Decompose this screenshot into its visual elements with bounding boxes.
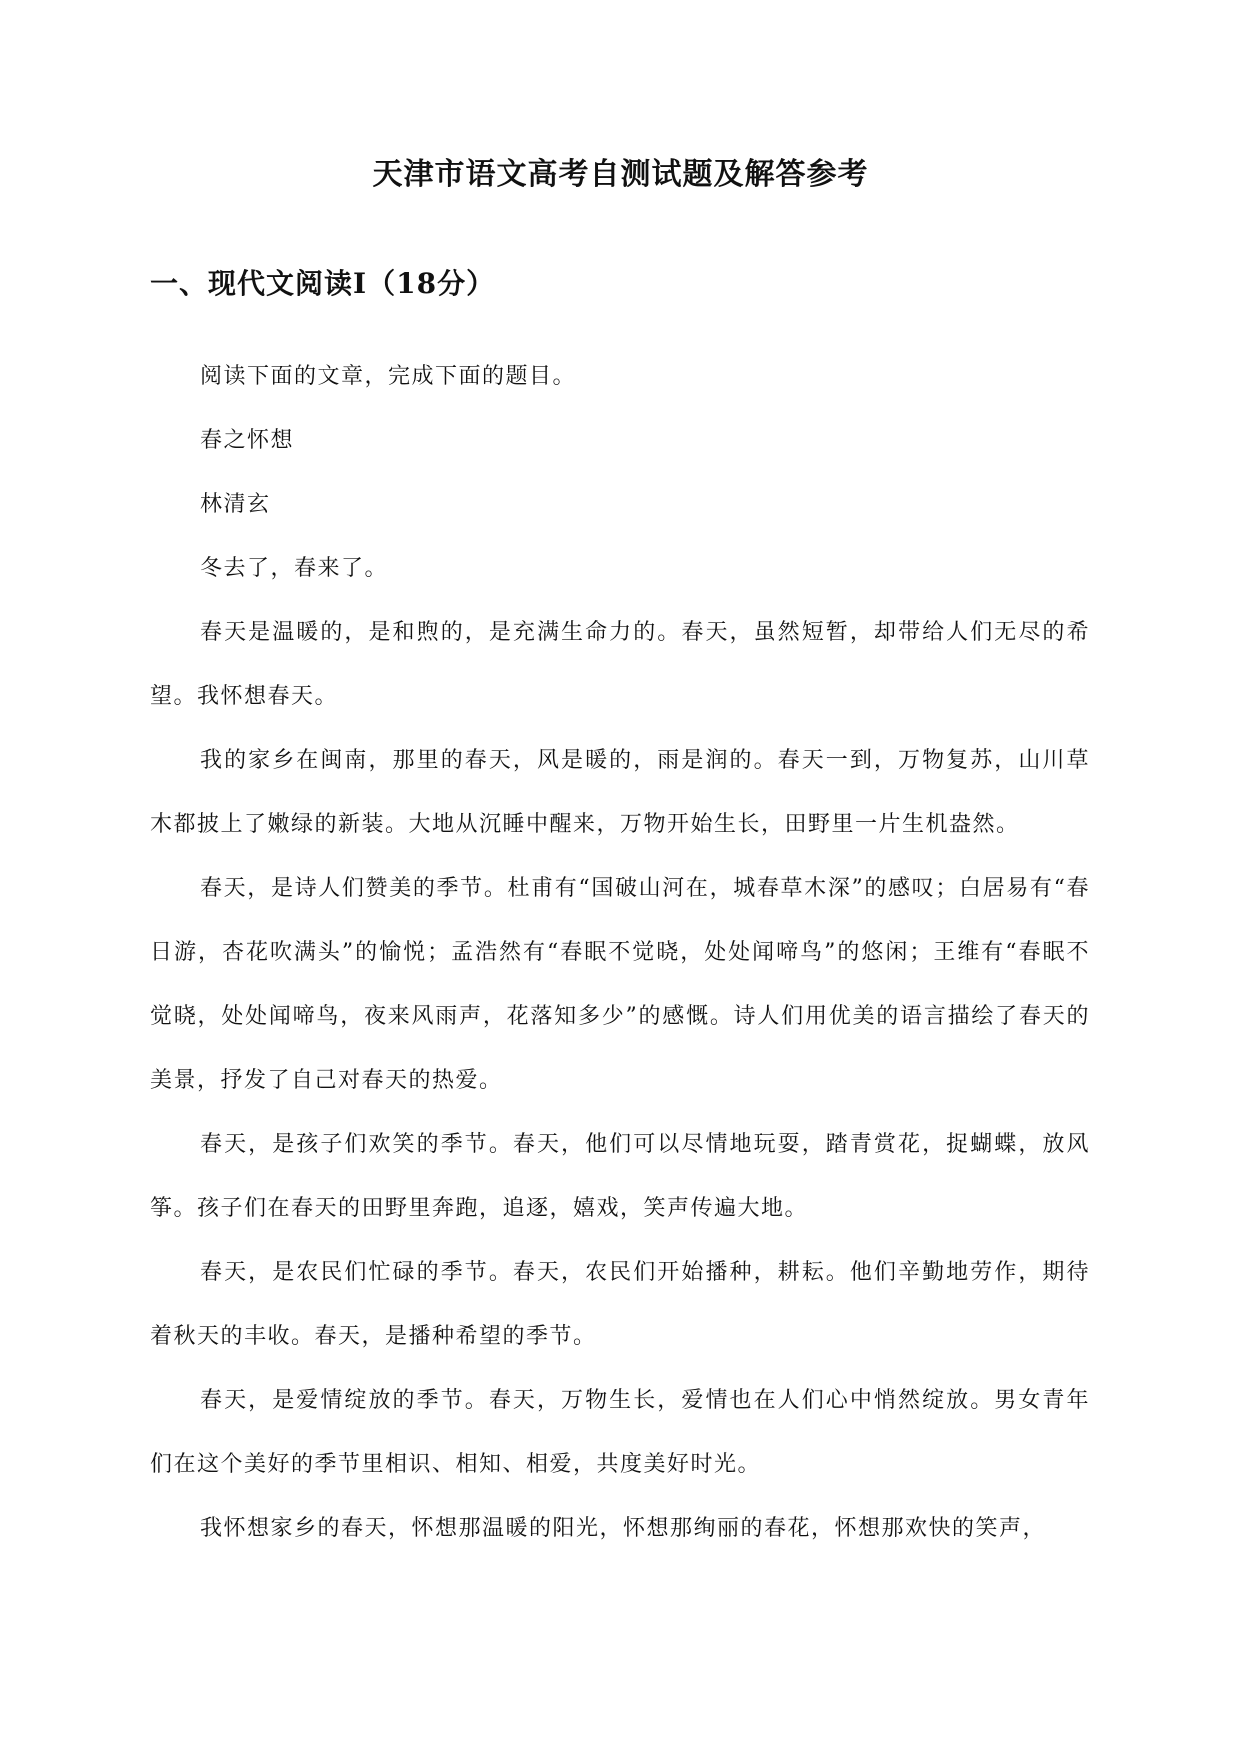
- passage-title: 春之怀想: [200, 428, 295, 453]
- passage-paragraph: 春天，是孩子们欢笑的季节。春天，他们可以尽情地玩耍，踏青赏花，捉蝴蝶，放风筝。孩子们在春天的田野里奔跑，追逐，嬉戏，笑声传遍大地。: [150, 1132, 1090, 1221]
- passage-paragraph: 我的家乡在闽南，那里的春天，风是暖的，雨是润的。春天一到，万物复苏，山川草木都披上了嫩绿的新装。大地从沉睡中醒来，万物开始生长，田野里一片生机盎然。: [150, 748, 1090, 837]
- passage-paragraph: 春天，是爱情绽放的季节。春天，万物生长，爱情也在人们心中悄然绽放。男女青年们在这个美好的季节里相识、相知、相爱，共度美好时光。: [150, 1388, 1090, 1477]
- reading-passage: [150, 345, 1090, 1561]
- section-heading: 一、现代文阅读Ⅰ（18分）: [150, 267, 496, 300]
- passage-paragraph: 春天，是诗人们赞美的季节。杜甫有“国破山河在，城春草木深”的感叹；白居易有“春日游，杏花吹满头”的愉悦；孟浩然有“春眠不觉晓，处处闻啼鸟”的悠闲；王维有“春眠不觉晓，处处闻啼鸟，夜来风雨声，花落知多少”的感慨。诗人们用优美的语言描绘了春天的美景，抒发了自己对春天的热爱。: [150, 876, 1090, 1093]
- passage-paragraph: 春天是温暖的，是和煦的，是充满生命力的。春天，虽然短暂，却带给人们无尽的希望。我怀想春天。: [150, 620, 1090, 709]
- passage-paragraph: 冬去了，春来了。: [200, 556, 389, 581]
- passage-paragraph: 我怀想家乡的春天，怀想那温暖的阳光，怀想那绚丽的春花，怀想那欢快的笑声，: [200, 1516, 1047, 1541]
- instruction-paragraph: 阅读下面的文章，完成下面的题目。: [200, 364, 577, 389]
- passage-author: 林清玄: [200, 492, 271, 517]
- passage-paragraph: 春天，是农民们忙碌的季节。春天，农民们开始播种，耕耘。他们辛勤地劳作，期待着秋天的丰收。春天，是播种希望的季节。: [150, 1260, 1090, 1349]
- document-title: 天津市语文高考自测试题及解答参考: [372, 157, 869, 192]
